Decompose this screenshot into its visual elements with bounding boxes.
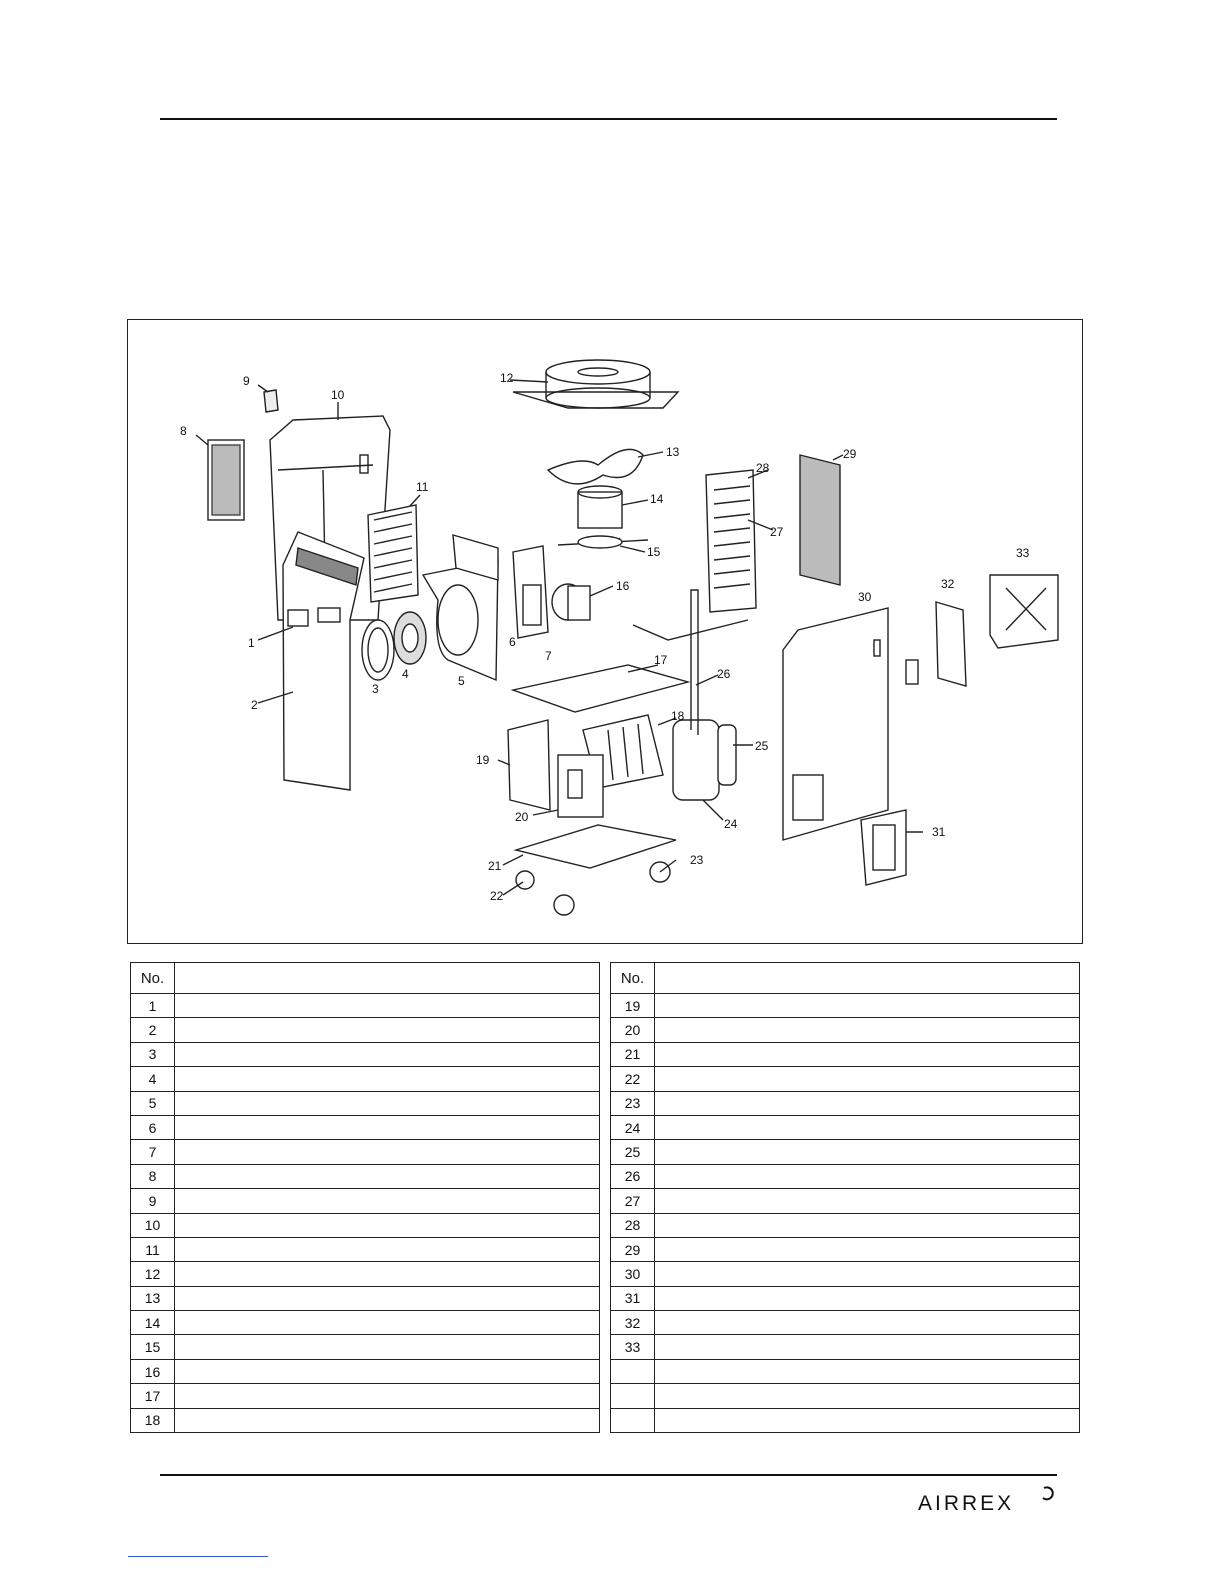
callout-32: 32 (941, 577, 955, 591)
table-row (611, 1359, 1080, 1383)
part-description (175, 1018, 600, 1042)
column-header-no: No. (131, 963, 175, 994)
part-number: 25 (611, 1140, 655, 1164)
table-row (131, 1091, 600, 1115)
callout-23: 23 (690, 853, 704, 867)
parts-table-right (610, 962, 1080, 1433)
part-description (655, 994, 1080, 1018)
callout-19: 19 (476, 753, 490, 767)
table-row (611, 994, 1080, 1018)
table-row (131, 1213, 600, 1237)
part-number: 26 (611, 1164, 655, 1188)
part-description (175, 1384, 600, 1408)
part-description (655, 1384, 1080, 1408)
part-number: 2 (131, 1018, 175, 1042)
part-number: 19 (611, 994, 655, 1018)
callout-12: 12 (500, 371, 514, 385)
table-row (131, 1408, 600, 1432)
table-row (131, 1164, 600, 1188)
table-row (131, 1359, 600, 1383)
part-description (175, 1213, 600, 1237)
part-number: 1 (131, 994, 175, 1018)
callout-21: 21 (488, 859, 502, 873)
callout-13: 13 (666, 445, 680, 459)
callout-22: 22 (490, 889, 504, 903)
part-description (655, 1213, 1080, 1237)
table-row (131, 1115, 600, 1139)
part-description (175, 1189, 600, 1213)
table-row (611, 1384, 1080, 1408)
callout-9: 9 (243, 374, 250, 388)
table-row (611, 1115, 1080, 1139)
table-row (611, 1408, 1080, 1432)
table-header-row (131, 963, 600, 994)
callout-27: 27 (770, 525, 784, 539)
table-row (131, 1237, 600, 1261)
table-row (611, 1140, 1080, 1164)
part-number (611, 1408, 655, 1432)
callout-6: 6 (509, 635, 516, 649)
table-row (611, 1262, 1080, 1286)
part-number: 30 (611, 1262, 655, 1286)
table-header-row (611, 963, 1080, 994)
part-description (175, 1140, 600, 1164)
part-number: 24 (611, 1115, 655, 1139)
callout-30: 30 (858, 590, 872, 604)
table-row (131, 1189, 600, 1213)
part-number: 13 (131, 1286, 175, 1310)
part-description (175, 1262, 600, 1286)
part-number: 15 (131, 1335, 175, 1359)
part-description (655, 1164, 1080, 1188)
table-row (131, 1018, 600, 1042)
callout-7: 7 (545, 649, 552, 663)
part-number: 22 (611, 1067, 655, 1091)
table-row (131, 1286, 600, 1310)
callout-25: 25 (755, 739, 769, 753)
callout-2: 2 (251, 698, 258, 712)
part-description (175, 1311, 600, 1335)
part-number: 33 (611, 1335, 655, 1359)
part-number: 28 (611, 1213, 655, 1237)
part-description (175, 1091, 600, 1115)
table-row (611, 1213, 1080, 1237)
part-number: 7 (131, 1140, 175, 1164)
part-description (655, 1042, 1080, 1066)
table-row (611, 1042, 1080, 1066)
table-row (131, 1384, 600, 1408)
table-row (611, 1286, 1080, 1310)
callout-14: 14 (650, 492, 664, 506)
footer-link-underline (128, 1556, 268, 1557)
callout-4: 4 (402, 667, 409, 681)
table-row (131, 1067, 600, 1091)
callout-24: 24 (724, 817, 738, 831)
airrex-logo (918, 1480, 1058, 1516)
callout-20: 20 (515, 810, 529, 824)
part-number: 11 (131, 1237, 175, 1261)
table-row (611, 1091, 1080, 1115)
callout-1: 1 (248, 636, 255, 650)
part-number (611, 1359, 655, 1383)
part-number: 21 (611, 1042, 655, 1066)
table-row (611, 1164, 1080, 1188)
column-header-description (655, 963, 1080, 994)
part-number: 29 (611, 1237, 655, 1261)
part-description (655, 1286, 1080, 1310)
callout-18: 18 (671, 709, 685, 723)
part-description (655, 1262, 1080, 1286)
part-number: 6 (131, 1115, 175, 1139)
table-row (131, 1335, 600, 1359)
callout-3: 3 (372, 682, 379, 696)
callout-8: 8 (180, 424, 187, 438)
logo-text: AIRREX (918, 1492, 1015, 1515)
part-description (175, 1164, 600, 1188)
part-description (175, 1042, 600, 1066)
part-description (655, 1018, 1080, 1042)
part-number: 16 (131, 1359, 175, 1383)
top-rule (160, 118, 1057, 120)
part-number: 20 (611, 1018, 655, 1042)
part-description (175, 1115, 600, 1139)
callout-28: 28 (756, 461, 770, 475)
part-number: 10 (131, 1213, 175, 1237)
table-row (611, 1335, 1080, 1359)
part-number: 9 (131, 1189, 175, 1213)
part-description (175, 1237, 600, 1261)
part-number: 14 (131, 1311, 175, 1335)
part-description (655, 1335, 1080, 1359)
table-row (131, 1042, 600, 1066)
callout-17: 17 (654, 653, 668, 667)
part-description (655, 1091, 1080, 1115)
part-description (655, 1067, 1080, 1091)
table-row (131, 1311, 600, 1335)
part-description (175, 1359, 600, 1383)
part-description (175, 1067, 600, 1091)
part-description (655, 1189, 1080, 1213)
part-number: 18 (131, 1408, 175, 1432)
exploded-parts-diagram (127, 319, 1083, 944)
part-description (175, 1286, 600, 1310)
callout-26: 26 (717, 667, 731, 681)
part-number: 12 (131, 1262, 175, 1286)
part-description (655, 1140, 1080, 1164)
callout-5: 5 (458, 674, 465, 688)
table-row (611, 1311, 1080, 1335)
table-row (131, 1262, 600, 1286)
part-description (655, 1408, 1080, 1432)
callout-15: 15 (647, 545, 661, 559)
callout-16: 16 (616, 579, 630, 593)
part-description (655, 1359, 1080, 1383)
callout-31: 31 (932, 825, 946, 839)
part-number: 3 (131, 1042, 175, 1066)
table-row (131, 1140, 600, 1164)
part-description (175, 1335, 600, 1359)
callout-10: 10 (331, 388, 345, 402)
callout-11: 11 (416, 480, 429, 494)
part-description (655, 1311, 1080, 1335)
logo-swirl-icon (1043, 1487, 1053, 1499)
part-number: 5 (131, 1091, 175, 1115)
part-number: 17 (131, 1384, 175, 1408)
part-number: 32 (611, 1311, 655, 1335)
part-number: 8 (131, 1164, 175, 1188)
part-number (611, 1384, 655, 1408)
table-row (611, 1018, 1080, 1042)
part-description (655, 1115, 1080, 1139)
table-row (131, 994, 600, 1018)
column-header-description (175, 963, 600, 994)
column-header-no: No. (611, 963, 655, 994)
part-description (175, 1408, 600, 1432)
part-number: 27 (611, 1189, 655, 1213)
bottom-rule (160, 1474, 1057, 1476)
callout-29: 29 (843, 447, 857, 461)
part-number: 4 (131, 1067, 175, 1091)
part-number: 31 (611, 1286, 655, 1310)
table-row (611, 1189, 1080, 1213)
part-description (655, 1237, 1080, 1261)
parts-table-left (130, 962, 600, 1433)
part-description (175, 994, 600, 1018)
part-number: 23 (611, 1091, 655, 1115)
table-row (611, 1067, 1080, 1091)
callout-33: 33 (1016, 546, 1030, 560)
table-row (611, 1237, 1080, 1261)
exploded-view-drawing (128, 320, 1084, 945)
